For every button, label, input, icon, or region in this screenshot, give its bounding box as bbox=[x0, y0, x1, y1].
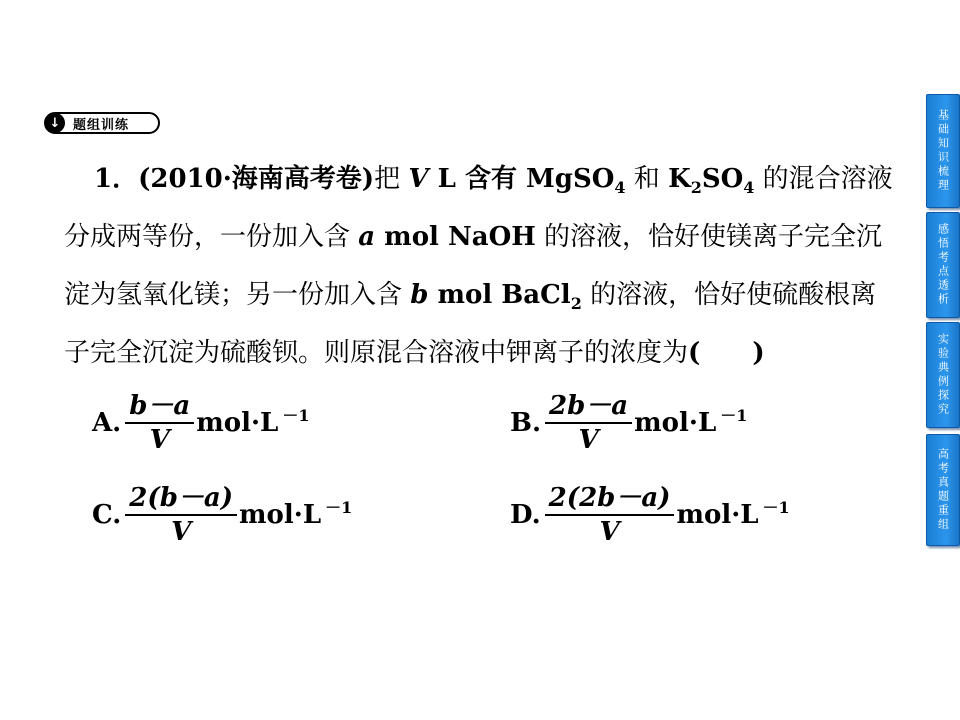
sidebar-tab-experiments[interactable]: 实验典例探究 bbox=[926, 322, 960, 428]
fraction bbox=[125, 390, 194, 456]
numerator: 2(2b－a) bbox=[548, 483, 671, 513]
fraction bbox=[545, 390, 632, 456]
question-line-3: 淀为氢氧化镁；另一份加入含 b mol BaCl$_2$ 的溶液，恰好使硫酸根离 bbox=[64, 280, 877, 313]
question-line-4: 子完全沉淀为硫酸钡。则原混合溶液中钾离子的浓度为( ) bbox=[64, 338, 765, 368]
sidebar-tab-basic-knowledge[interactable]: 基础知识梳理 bbox=[926, 94, 960, 208]
question-line-1: 1．(2010·海南高考卷)把 V L 含有 MgSO$_4$ 和 $K_2SO_4$ 的混合溶液 bbox=[94, 164, 893, 197]
denominator: V bbox=[149, 425, 170, 455]
numerator: b－a bbox=[129, 391, 191, 421]
question-text bbox=[64, 150, 904, 382]
sidebar-tab-exam-questions[interactable]: 高考真题重组 bbox=[926, 434, 960, 546]
fraction bbox=[125, 482, 237, 548]
section-title: 题组训练 bbox=[73, 117, 130, 133]
option-d[interactable]: D. $\frac{2(2b-a)}{V}$ mol·L $^{-1}$ bbox=[510, 483, 790, 547]
option-a[interactable]: A. $\frac{b-a}{V}$ mol·L $^{-1}$ bbox=[92, 391, 310, 455]
question-source: (2010·海南高考卷) bbox=[138, 164, 375, 194]
numerator: 2(b－a) bbox=[129, 483, 234, 513]
question-number: 1． bbox=[94, 164, 139, 194]
arrow-down-icon: ↓ bbox=[45, 113, 65, 133]
sidebar-tab-key-points[interactable]: 感悟考点透析 bbox=[926, 212, 960, 318]
option-c[interactable]: C. $\frac{2(b-a)}{V}$ mol·L $^{-1}$ bbox=[92, 483, 353, 547]
numerator: 2b－a bbox=[549, 391, 629, 421]
fraction bbox=[545, 482, 675, 548]
denominator: V bbox=[599, 517, 620, 547]
question-line-2: 分成两等份，一份加入含 a mol NaOH 的溶液，恰好使镁离子完全沉 bbox=[64, 222, 883, 252]
answer-blank: ( ) bbox=[688, 338, 765, 368]
option-b[interactable]: B. $\frac{2b-a}{V}$ mol·L $^{-1}$ bbox=[510, 391, 748, 455]
section-badge bbox=[44, 112, 160, 134]
denominator: V bbox=[578, 425, 599, 455]
denominator: V bbox=[171, 517, 192, 547]
